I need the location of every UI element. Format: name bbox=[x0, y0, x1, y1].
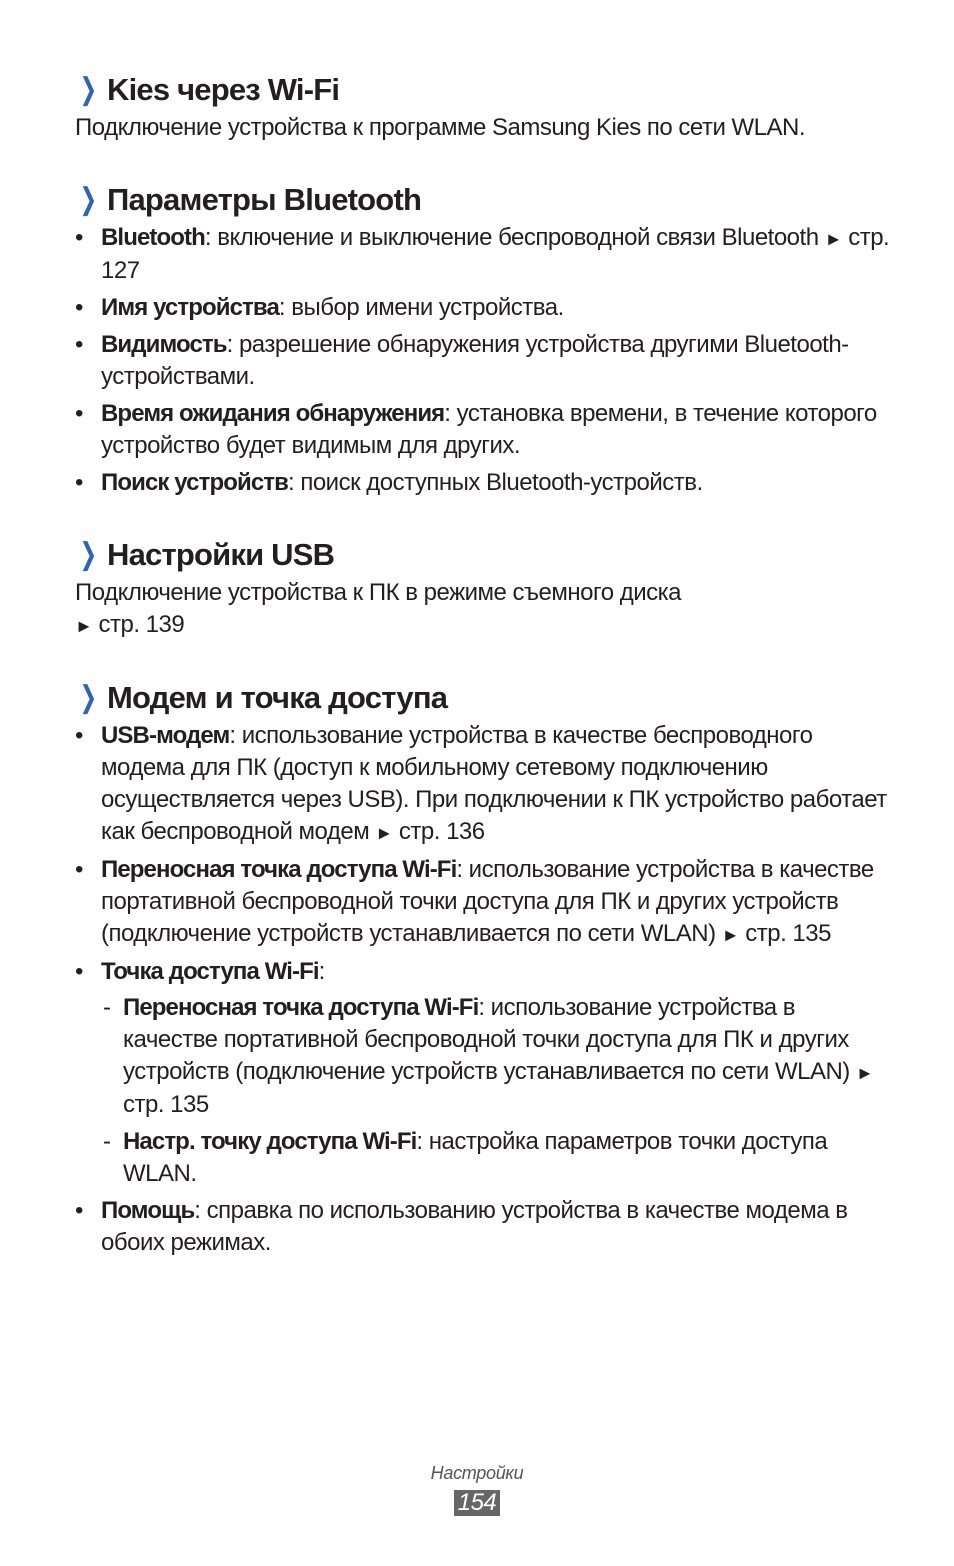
section-title bbox=[75, 68, 890, 112]
chapter-label: Настройки bbox=[430, 1463, 524, 1483]
option-list bbox=[75, 222, 890, 499]
section-title-text: Модем и точка доступа bbox=[107, 680, 448, 715]
chevron-right-icon: ❯ bbox=[79, 681, 97, 714]
section-title-text: Настройки USB bbox=[107, 537, 335, 572]
arrow-right-icon: ► bbox=[75, 616, 93, 636]
section-description bbox=[75, 577, 890, 642]
sub-option-list bbox=[101, 992, 890, 1190]
option-text: : включение и выключение беспроводной связи Bluetooth bbox=[204, 224, 825, 251]
sub-list-item bbox=[101, 992, 890, 1121]
manual-page bbox=[75, 68, 890, 1293]
option-term: Имя устройства bbox=[101, 294, 279, 321]
section-modem bbox=[75, 676, 890, 1259]
list-item bbox=[75, 398, 890, 462]
option-term: Видимость bbox=[101, 331, 227, 358]
option-text: : разрешение обнаружения устройства другими Bluetooth-устройствами. bbox=[101, 331, 849, 390]
option-text: : справка по использованию устройства в качестве модема в обоих режимах. bbox=[101, 1197, 848, 1256]
page-reference[interactable]: стр. 127 bbox=[101, 224, 890, 284]
section-kies bbox=[75, 68, 890, 144]
section-title-text: Параметры Bluetooth bbox=[107, 182, 422, 217]
section-usb bbox=[75, 533, 890, 642]
option-term: Переносная точка доступа Wi-Fi bbox=[101, 856, 457, 883]
option-term: Bluetooth bbox=[101, 224, 205, 251]
option-term: Поиск устройств bbox=[101, 469, 288, 496]
section-bluetooth bbox=[75, 178, 890, 499]
section-title-text: Kies через Wi-Fi bbox=[107, 72, 340, 107]
option-term: USB-модем bbox=[101, 722, 230, 749]
list-item bbox=[75, 1195, 890, 1259]
arrow-right-icon: ► bbox=[721, 925, 740, 945]
list-item bbox=[75, 854, 890, 951]
option-text: : bbox=[318, 958, 325, 985]
option-term: Переносная точка доступа Wi-Fi bbox=[123, 994, 479, 1021]
option-term: Настр. точку доступа Wi-Fi bbox=[123, 1128, 417, 1155]
option-text: : установка времени, в течение которого устройство будет видимым для других. bbox=[101, 400, 877, 459]
option-text: : выбор имени устройства. bbox=[278, 294, 564, 321]
list-item bbox=[75, 292, 890, 324]
section-description: Подключение устройства к программе Samsung Kies по сети WLAN. bbox=[75, 114, 806, 141]
sub-list-item bbox=[101, 1126, 890, 1190]
arrow-right-icon: ► bbox=[855, 1063, 874, 1083]
section-title bbox=[75, 178, 890, 222]
arrow-right-icon: ► bbox=[824, 229, 843, 249]
page-reference[interactable]: стр. 135 bbox=[123, 1091, 209, 1118]
list-item bbox=[75, 720, 890, 849]
option-text: : использование устройства в качестве портативной беспроводной точки доступа для ПК и других устройств (подключение устройств устанавливается по сети WLAN) bbox=[101, 856, 874, 947]
option-text: : настройка параметров точки доступа WLAN. bbox=[123, 1128, 828, 1187]
option-text: : использование устройства в качестве беспроводного модема для ПК (доступ к мобильному сетевому подключению осуществляется через USB). При подключении к ПК устройство работает как беспроводной модем bbox=[101, 722, 887, 845]
page-number: 154 bbox=[454, 1490, 501, 1516]
arrow-right-icon: ► bbox=[375, 823, 393, 843]
page-reference[interactable]: стр. 135 bbox=[739, 920, 831, 947]
option-term: Помощь bbox=[101, 1197, 195, 1224]
chevron-right-icon: ❯ bbox=[79, 538, 97, 571]
section-title bbox=[75, 533, 890, 577]
chevron-right-icon: ❯ bbox=[79, 183, 97, 216]
chevron-right-icon: ❯ bbox=[79, 73, 97, 106]
option-text: : поиск доступных Bluetooth-устройств. bbox=[287, 469, 703, 496]
option-text: : использование устройства в качестве портативной беспроводной точки доступа для ПК и других устройств (подключение устройств устанавливается по сети WLAN) bbox=[123, 994, 856, 1085]
list-item bbox=[75, 329, 890, 393]
list-item bbox=[75, 467, 890, 499]
description-text: Подключение устройства к ПК в режиме съемного диска bbox=[75, 579, 682, 606]
list-item bbox=[75, 222, 890, 287]
page-reference[interactable]: стр. 139 bbox=[92, 611, 185, 638]
option-term: Время ожидания обнаружения bbox=[101, 400, 445, 427]
option-term: Точка доступа Wi-Fi bbox=[101, 958, 319, 985]
page-reference[interactable]: стр. 136 bbox=[392, 818, 485, 845]
option-list bbox=[75, 720, 890, 1259]
section-title bbox=[75, 676, 890, 720]
list-item bbox=[75, 956, 890, 1190]
page-footer bbox=[0, 1463, 954, 1516]
